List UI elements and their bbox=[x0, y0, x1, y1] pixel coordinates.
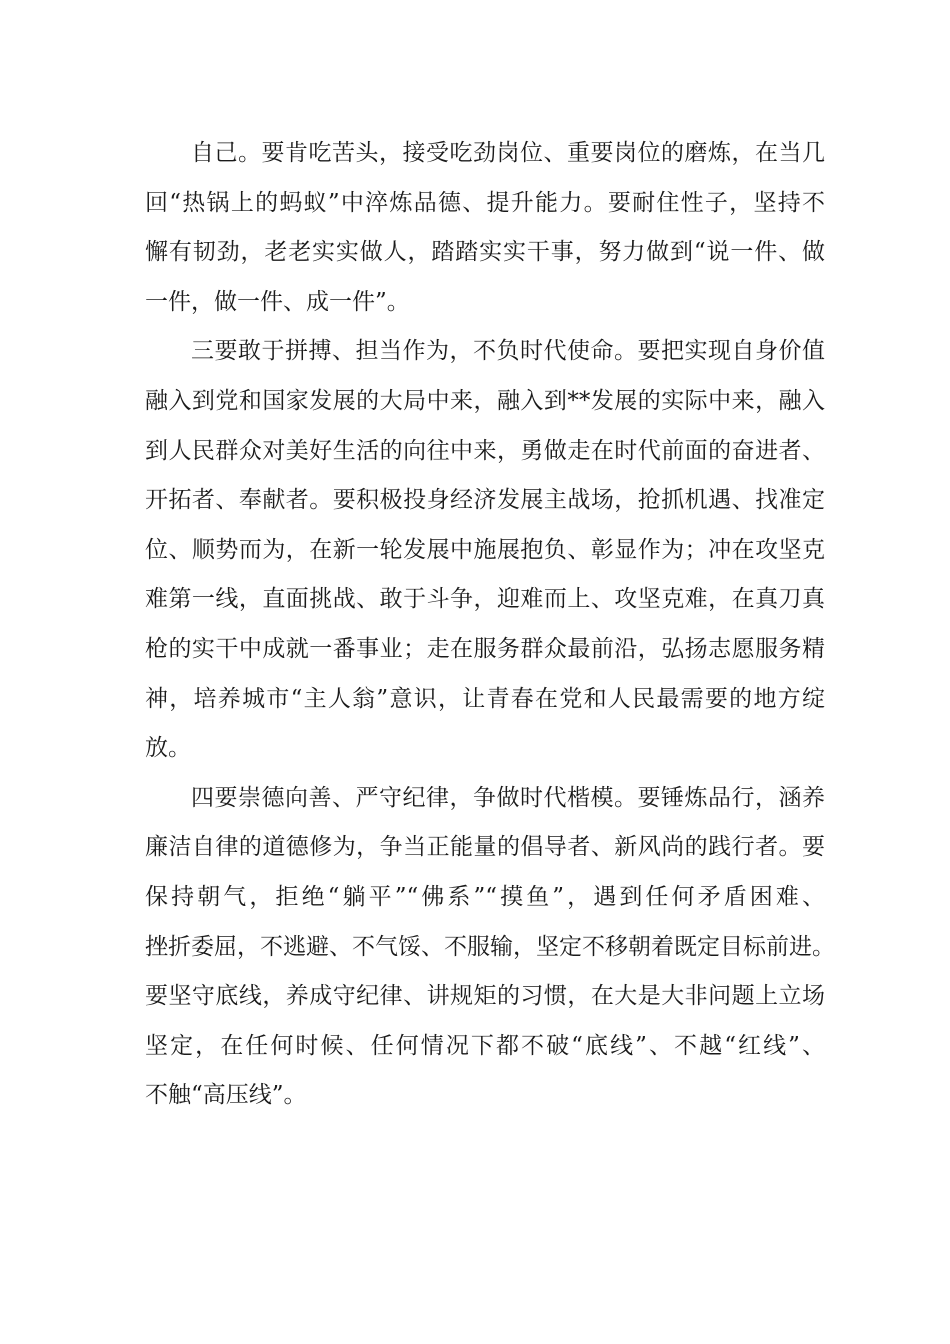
text-line: 神，培养城市“主人翁”意识，让青春在党和人民最需要的地方绽 bbox=[145, 685, 825, 712]
text-line: 放。 bbox=[145, 735, 191, 762]
text-line: 保持朝气，拒绝“躺平”“佛系”“摸鱼”，遇到任何矛盾困难、 bbox=[145, 883, 825, 910]
text-line: 廉洁自律的道德修为，争当正能量的倡导者、新风尚的践行者。要 bbox=[145, 834, 825, 861]
text-line: 位、顺势而为，在新一轮发展中施展抱负、彰显作为；冲在攻坚克 bbox=[145, 536, 825, 563]
text-line: 懈有韧劲，老老实实做人，踏踏实实干事，努力做到“说一件、做 bbox=[145, 239, 825, 266]
text-line: 回“热锅上的蚂蚁”中淬炼品德、提升能力。要耐住性子，坚持不 bbox=[145, 189, 825, 216]
text-line: 不触“高压线”。 bbox=[145, 1082, 307, 1109]
paragraph bbox=[145, 774, 835, 1121]
text-line: 四要崇德向善、严守纪律，争做时代楷模。要锤炼品行，涵养 bbox=[191, 784, 825, 811]
text-line: 三要敢于拼搏、担当作为，不负时代使命。要把实现自身价值 bbox=[191, 338, 825, 365]
body-text bbox=[145, 129, 835, 1121]
text-line: 要坚守底线，养成守纪律、讲规矩的习惯，在大是大非问题上立场 bbox=[145, 983, 825, 1010]
text-line: 枪的实干中成就一番事业；走在服务群众最前沿，弘扬志愿服务精 bbox=[145, 635, 825, 662]
text-line: 融入到党和国家发展的大局中来，融入到**发展的实际中来，融入 bbox=[145, 387, 825, 414]
paragraph bbox=[145, 129, 825, 327]
text-line: 难第一线，直面挑战、敢于斗争，迎难而上、攻坚克难，在真刀真 bbox=[145, 586, 825, 613]
text-line: 一件，做一件、成一件”。 bbox=[145, 288, 410, 315]
text-line: 开拓者、奉献者。要积极投身经济发展主战场，抢抓机遇、找准定 bbox=[145, 487, 825, 514]
text-line: 自己。要肯吃苦头，接受吃劲岗位、重要岗位的磨炼，在当几 bbox=[191, 140, 825, 166]
text-line: 到人民群众对美好生活的向往中来，勇做走在时代前面的奋进者、 bbox=[145, 437, 825, 464]
paragraph bbox=[145, 327, 825, 773]
text-line: 坚定，在任何时候、任何情况下都不破“底线”、不越“红线”、 bbox=[145, 1032, 825, 1059]
text-line: 挫折委屈，不逃避、不气馁、不服输，坚定不移朝着既定目标前进。 bbox=[145, 933, 835, 960]
